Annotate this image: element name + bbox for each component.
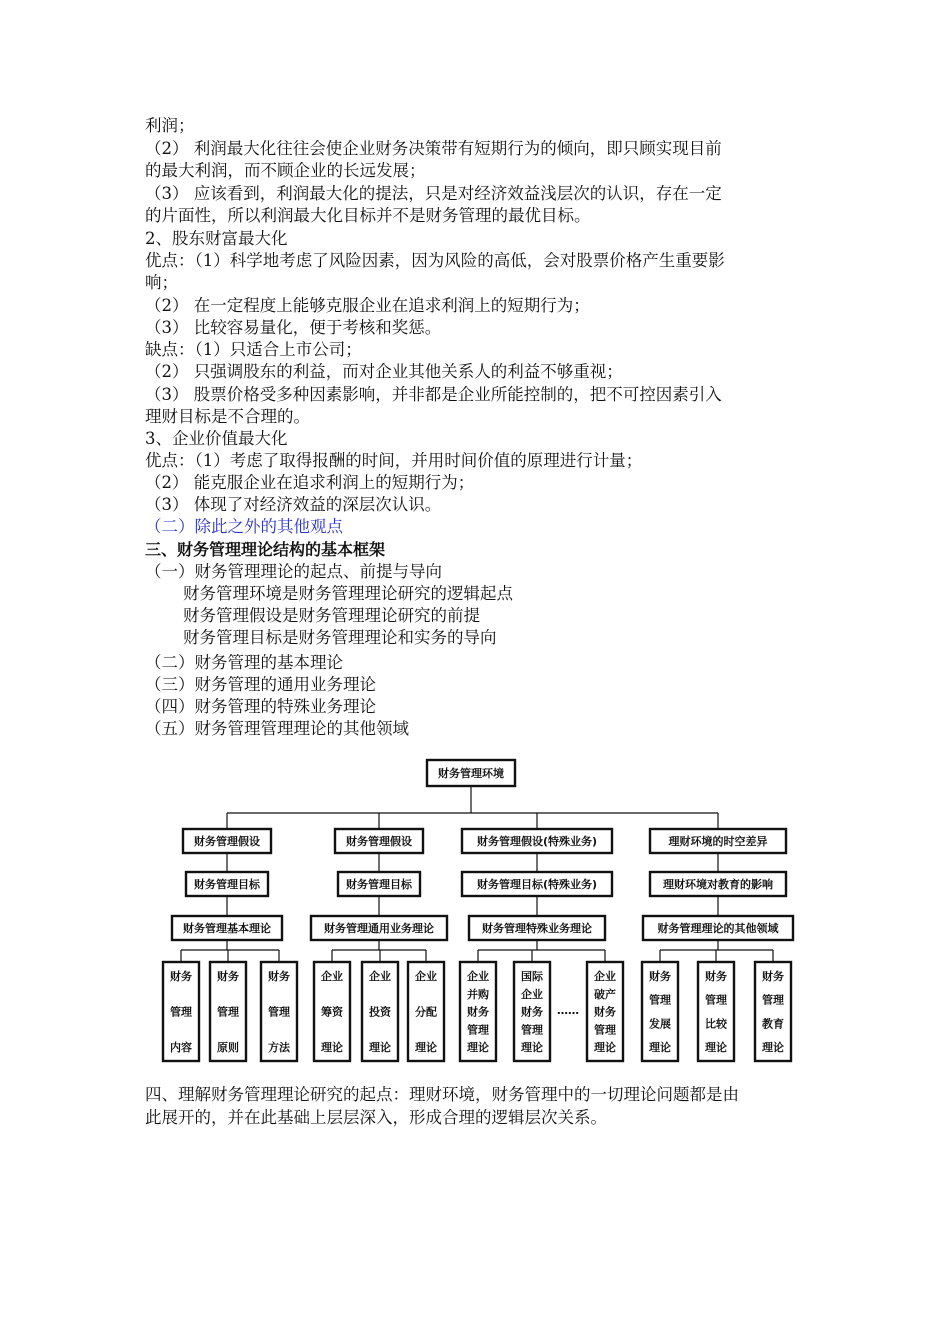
leaf-box-label: 原则	[217, 1041, 239, 1054]
text-line: 的片面性，所以利润最大化目标并不是财务管理的最优目标。	[145, 206, 591, 225]
leaf-box-label: 并购	[467, 987, 489, 1001]
text-line: 优点：（1）考虑了取得报酬的时间，并用时间价值的原理进行计量；	[145, 451, 643, 470]
theory-box-label: 财务管理通用业务理论	[324, 922, 434, 935]
leaf-box-label: 理论	[649, 1041, 671, 1054]
leaf-box-label: 分配	[415, 1005, 437, 1019]
leaf-box-label: 财务	[170, 970, 192, 983]
leaf-box-label: 管理	[705, 993, 727, 1007]
leaf-box-label: 管理	[467, 1023, 489, 1037]
text-line: （3） 应该看到，利润最大化的提法，只是对经济效益浅层次的认识，存在一定	[145, 184, 722, 203]
text-line: 利润；	[145, 116, 195, 135]
text-line: （3） 比较容易量化，便于考核和奖惩。	[145, 318, 442, 337]
assumption-box-label: 财务管理假设(特殊业务)	[476, 835, 598, 848]
text-line: 响；	[145, 273, 178, 292]
leaf-box-label: 发展	[649, 1017, 671, 1031]
leaf-box-label: 理论	[594, 1041, 616, 1054]
leaf-box-label: 理论	[467, 1041, 489, 1054]
leaf-box-label: 财务	[268, 970, 290, 983]
leaf-box-label: 企业	[594, 970, 616, 983]
text-line: （2） 利润最大化往往会使企业财务决策带有短期行为的倾向，即只顾实现目前	[145, 139, 722, 158]
text-line: 缺点：（1）只适合上市公司；	[145, 340, 362, 359]
leaf-box-label: 筹资	[321, 1005, 343, 1019]
closing-line: 四、理解财务管理理论研究的起点：理财环境，财务管理中的一切理论问题都是由	[145, 1085, 739, 1104]
leaf-box-label: 理论	[369, 1041, 391, 1054]
leaf-box-label: 国际	[521, 970, 543, 983]
theory-box-label: 财务管理特殊业务理论	[482, 922, 592, 935]
leaf-box-label: 破产	[594, 987, 616, 1001]
text-line: （3） 股票价格受多种因素影响，并非都是企业所能控制的，把不可控因素引入	[145, 385, 722, 404]
theory-box-label: 财务管理理论的其他领域	[657, 922, 779, 935]
text-line: （3） 体现了对经济效益的深层次认识。	[145, 495, 442, 514]
leaf-box-label: 企业	[369, 970, 391, 983]
leaf-box-label: 理论	[762, 1041, 784, 1054]
ellipsis-label: ……	[557, 1004, 579, 1017]
assumption-box-label: 理财环境的时空差异	[668, 835, 768, 848]
framework-line: （四）财务管理的特殊业务理论	[145, 697, 376, 716]
text-line: 优点：（1）科学地考虑了风险因素，因为风险的高低，会对股票价格产生重要影	[145, 251, 725, 270]
framework-line: 财务管理目标是财务管理理论和实务的导向	[183, 628, 497, 647]
text-line: 理财目标是不合理的。	[145, 407, 310, 426]
leaf-box-label: 理论	[705, 1041, 727, 1054]
leaf-box-label: 企业	[521, 987, 543, 1001]
leaf-box-label: 企业	[467, 970, 489, 983]
leaf-box-label: 管理	[594, 1023, 616, 1037]
leaf-box-label: 管理	[170, 1005, 192, 1019]
leaf-box-label: 财务	[521, 1005, 543, 1019]
closing-line: 此展开的，并在此基础上层层深入，形成合理的逻辑层次关系。	[145, 1108, 607, 1127]
leaf-box-label: 企业	[415, 970, 437, 983]
leaf-box-label: 管理	[217, 1005, 239, 1019]
subsection-heading: （二）除此之外的其他观点	[145, 517, 343, 536]
leaf-box-label: 理论	[321, 1041, 343, 1054]
leaf-box-label: 财务	[594, 1005, 616, 1019]
leaf-box-label: 管理	[268, 1005, 290, 1019]
assumption-box-label: 财务管理假设	[194, 835, 260, 848]
leaf-box-label: 管理	[762, 993, 784, 1007]
text-line: 3、企业价值最大化	[145, 429, 288, 448]
leaf-box-label: 方法	[268, 1041, 290, 1054]
text-line: （2） 只强调股东的利益，而对企业其他关系人的利益不够重视；	[145, 362, 623, 381]
leaf-box-label: 企业	[321, 970, 343, 983]
leaf-box-label: 教育	[762, 1017, 784, 1031]
root-box-label: 财务管理环境	[438, 767, 504, 780]
leaf-box-label: 财务	[705, 970, 727, 983]
leaf-box-label: 管理	[521, 1023, 543, 1037]
leaf-box-label: 财务	[649, 970, 671, 983]
leaf-box-label: 理论	[521, 1041, 543, 1054]
text-line: 2、股东财富最大化	[145, 229, 288, 248]
leaf-box-label: 管理	[649, 993, 671, 1007]
leaf-box-label: 财务	[467, 1005, 489, 1019]
leaf-box-label: 财务	[762, 970, 784, 983]
assumption-box-label: 财务管理假设	[346, 835, 412, 848]
framework-line: （二）财务管理的基本理论	[145, 653, 343, 672]
text-line: （2） 能克服企业在追求利润上的短期行为；	[145, 473, 475, 492]
theory-box-label: 财务管理基本理论	[183, 922, 271, 935]
framework-line: （一）财务管理理论的起点、前提与导向	[145, 562, 442, 581]
section-heading: 三、财务管理理论结构的基本框架	[145, 540, 386, 559]
goal-box-label: 财务管理目标(特殊业务)	[476, 878, 598, 891]
leaf-box-label: 理论	[415, 1041, 437, 1054]
goal-box-label: 财务管理目标	[346, 878, 412, 891]
framework-line: （三）财务管理的通用业务理论	[145, 675, 376, 694]
leaf-box-label: 比较	[705, 1017, 727, 1031]
goal-box-label: 财务管理目标	[194, 878, 260, 891]
framework-line: （五）财务管理管理理论的其他领域	[145, 719, 409, 738]
goal-box-label: 理财环境对教育的影响	[663, 878, 773, 891]
leaf-box-label: 投资	[369, 1005, 391, 1019]
framework-line: 财务管理假设是财务管理理论研究的前提	[183, 606, 480, 625]
framework-line: 财务管理环境是财务管理理论研究的逻辑起点	[183, 584, 513, 603]
leaf-box-label: 财务	[217, 970, 239, 983]
text-line: 的最大利润，而不顾企业的长远发展；	[145, 161, 426, 180]
text-line: （2） 在一定程度上能够克服企业在追求利润上的短期行为；	[145, 296, 590, 315]
leaf-box-label: 内容	[170, 1041, 192, 1054]
